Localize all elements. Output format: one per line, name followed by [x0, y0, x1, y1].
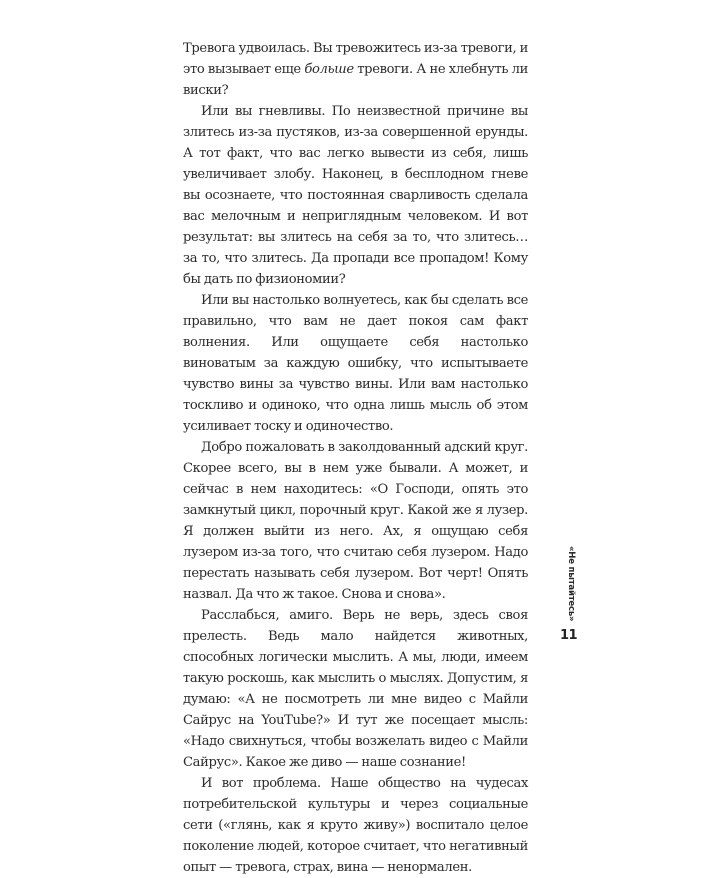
emphasis-text: больше [304, 62, 354, 77]
page-number: 11 [560, 628, 578, 643]
paragraph-continued [183, 38, 528, 101]
paragraph: И вот проблема. Наше общество на чудесах потребительской культуры и через социальные сети («глянь, как я круто живу») воспитало целое поколение людей, которое считает, что негативный опыт — тревога, страх, вина — ненормален. [183, 776, 528, 875]
paragraph-text-part: тревоги. А не хлебнуть ли виски? [183, 62, 528, 98]
paragraph-text-part: Тревога удвоилась. Вы тревожитесь из-за тревоги, и это вызывает еще [183, 41, 529, 77]
paragraph: Расслабься, амиго. Верь не верь, здесь своя прелесть. Ведь мало найдется животных, способных логически мыслить. А мы, люди, имеем такую роскошь, как мыслить о мыслях. Допустим, я думаю: «А не посмотреть ли мне видео с Майли Сайрус на YouTube?» И тут же посещает мысль: «Надо свихнуться, чтобы возжелать видео с Майли Сайрус». Какое же диво — наше сознание! [183, 608, 528, 770]
paragraph: Или вы настолько волнуетесь, как бы сделать все правильно, что вам не дает покоя сам факт волнения. Или ощущаете себя настолько виноватым за каждую ошибку, что испытываете чувство вины за чувство вины. Или вам настолько тоскливо и одиноко, что одна лишь мысль об этом усиливает тоску и одиночество. [183, 293, 528, 434]
paragraph: Добро пожаловать в заколдованный адский круг. Скорее всего, вы в нем уже бывали. А может, и сейчас в нем находитесь: «О Господи, опять это замкнутый цикл, порочный круг. Какой же я лузер. Я должен выйти из него. Ах, я ощущаю себя лузером из-за того, что считаю себя лузером. Надо перестать называть себя лузером. Вот черт! Опять назвал. Да что ж такое. Снова и снова». [183, 440, 528, 602]
running-head: «Не пытайтесь» [566, 546, 576, 622]
body-text [183, 38, 528, 878]
paragraph: Или вы гневливы. По неизвестной причине вы злитесь из-за пустяков, из-за совершенной ерунды. А тот факт, что вас легко вывести из себя, лишь увеличивает злобу. Наконец, в бесплодном гневе вы осознаете, что постоянная сварливость сделала вас мелочным и неприглядным человеком. И вот результат: вы злитесь на себя за то, что злитесь… за то, что злитесь. Да пропади все пропадом! Кому бы дать по физиономии? [183, 104, 528, 287]
